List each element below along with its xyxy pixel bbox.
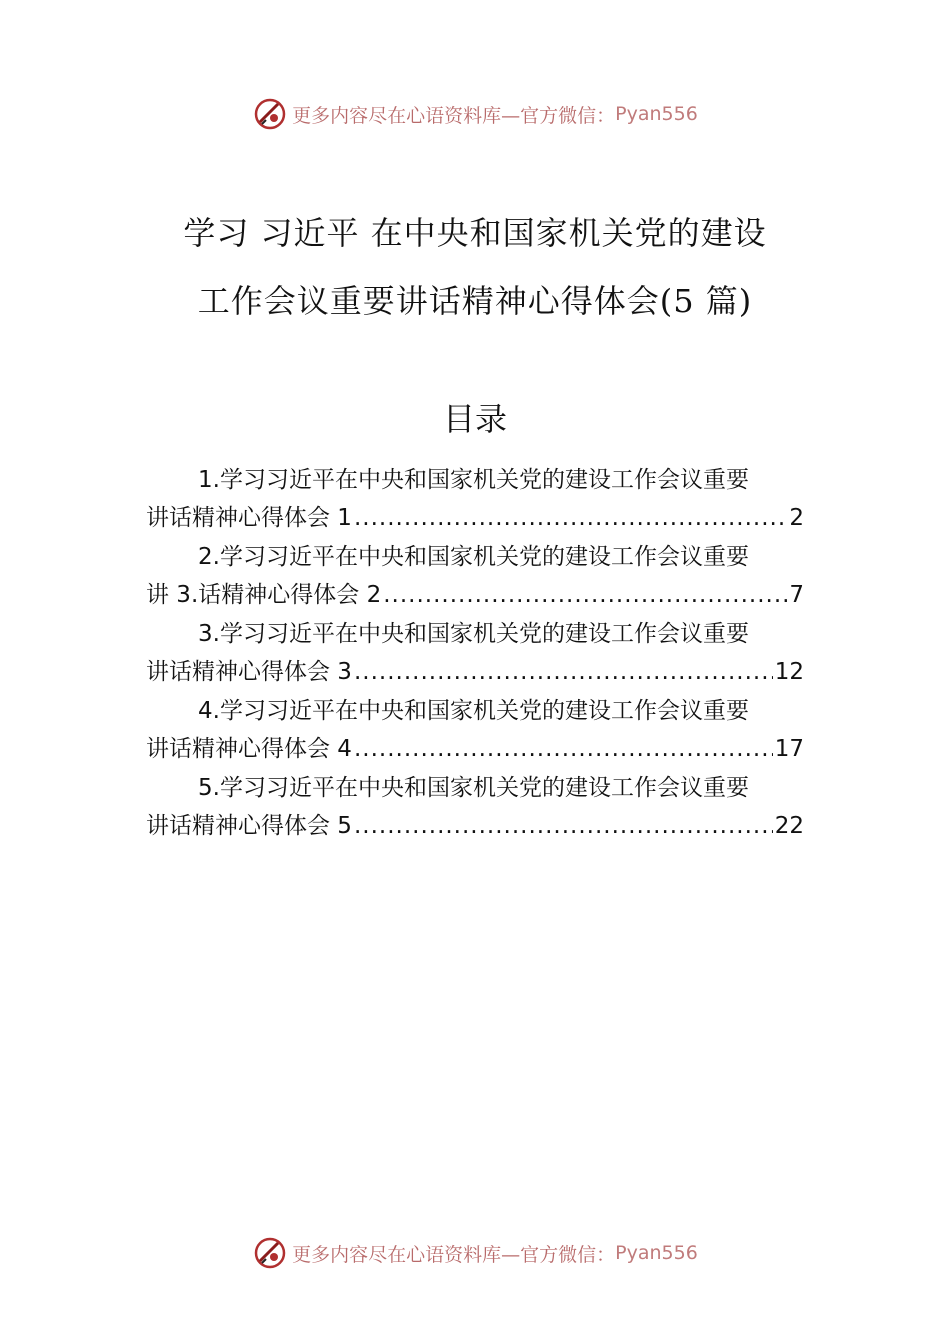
document-title-line-2: 工作会议重要讲话精神心得体会(5 篇): [197, 282, 753, 320]
toc-entry-title: 5.学习习近平在中央和国家机关党的建设工作会议重要: [198, 775, 749, 801]
pen-logo-icon: [252, 1235, 288, 1271]
toc-entry[interactable]: [146, 461, 804, 538]
table-of-contents: [146, 461, 804, 846]
toc-leader-dots: [383, 576, 787, 615]
footer-banner-text: 更多内容尽在心语资料库—官方微信：: [292, 1243, 616, 1266]
toc-entry-title: 2.学习习近平在中央和国家机关党的建设工作会议重要: [198, 544, 749, 570]
footer-wechat-id: Pyan556: [615, 1242, 698, 1264]
toc-entry-page: 22: [774, 813, 804, 839]
toc-leader-dots: [354, 730, 773, 769]
toc-entry-continuation: [146, 730, 804, 769]
toc-entry-subtitle: 讲话精神心得体会 5: [146, 813, 352, 839]
header-banner: [0, 94, 950, 134]
toc-entry[interactable]: [146, 692, 804, 769]
toc-leader-dots: [354, 499, 787, 538]
toc-entry-page: 17: [774, 736, 804, 762]
toc-entry[interactable]: [146, 538, 804, 615]
toc-leader-dots: [354, 807, 773, 846]
toc-entry[interactable]: [146, 769, 804, 846]
toc-entry-page: 7: [789, 582, 804, 608]
toc-leader-dots: [354, 653, 773, 692]
toc-entry-page: 2: [789, 505, 804, 531]
toc-entry-continuation: [146, 499, 804, 538]
toc-entry-continuation: [146, 653, 804, 692]
toc-entry-continuation: [146, 807, 804, 846]
toc-entry-title: 1.学习习近平在中央和国家机关党的建设工作会议重要: [198, 467, 749, 493]
toc-entry-page: 12: [774, 659, 804, 685]
toc-heading: 目录: [442, 400, 507, 438]
header-wechat-id: Pyan556: [615, 103, 698, 125]
footer-banner: [0, 1233, 950, 1273]
document-title-line-1: 学习 习近平 在中央和国家机关党的建设: [183, 214, 767, 252]
toc-entry[interactable]: [146, 615, 804, 692]
header-banner-text: 更多内容尽在心语资料库—官方微信：: [292, 104, 616, 127]
toc-entry-title: 4.学习习近平在中央和国家机关党的建设工作会议重要: [198, 698, 749, 724]
toc-entry-title: 3.学习习近平在中央和国家机关党的建设工作会议重要: [198, 621, 749, 647]
toc-entry-continuation: [146, 576, 804, 615]
toc-entry-subtitle: 讲 3.话精神心得体会 2: [146, 582, 382, 608]
toc-entry-subtitle: 讲话精神心得体会 4: [146, 736, 352, 762]
toc-entry-subtitle: 讲话精神心得体会 3: [146, 659, 352, 685]
toc-entry-subtitle: 讲话精神心得体会 1: [146, 505, 352, 531]
pen-logo-icon: [252, 96, 288, 132]
